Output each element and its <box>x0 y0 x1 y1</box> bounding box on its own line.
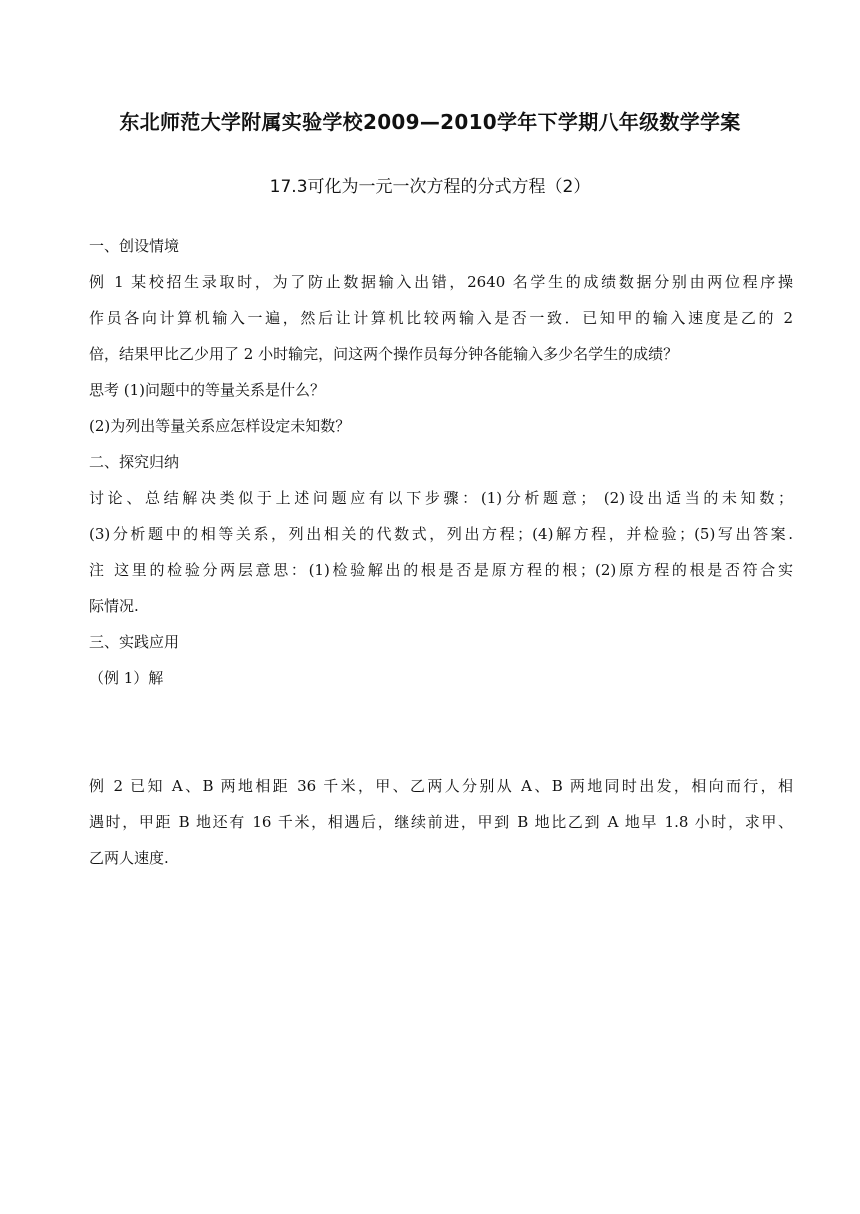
document-title: 东北师范大学附属实验学校2009—2010学年下学期八年级数学学案 <box>119 110 741 134</box>
note-line-2: 际情况. <box>89 597 139 615</box>
solution-writing-space <box>89 696 793 768</box>
section-heading-situation: 一、创设情境 <box>89 237 180 255</box>
example-1-text-line-1: 例 1 某校招生录取时，为了防止数据输入出错，2640 名学生的成绩数据分别由两位程序操 <box>89 273 793 291</box>
steps-line-1: 讨论、总结解决类似于上述问题应有以下步骤：(1)分析题意； (2)设出适当的未知数； <box>89 489 793 507</box>
lesson-title: 17.3可化为一元一次方程的分式方程（2） <box>269 177 591 197</box>
section-heading-summary: 二、探究归纳 <box>89 453 180 471</box>
document-body <box>89 228 793 876</box>
example-1-text-line-3: 倍，结果甲比乙少用了 2 小时输完，问这两个操作员每分钟各能输入多少名学生的成绩？ <box>89 345 679 363</box>
thinking-question-2: (2)为列出等量关系应怎样设定未知数？ <box>89 417 351 435</box>
example-1-solution-label: （例 1）解 <box>89 669 164 687</box>
example-2-text-line-2: 遇时，甲距 B 地还有 16 千米，相遇后，继续前进，甲到 B 地比乙到 A 地早 1.8 小时，求甲、 <box>89 813 793 831</box>
thinking-question-1: 思考 (1)问题中的等量关系是什么？ <box>89 381 326 399</box>
example-2-text-line-3: 乙两人速度. <box>89 849 169 867</box>
example-1-text-line-2: 作员各向计算机输入一遍，然后让计算机比较两输入是否一致．已知甲的输入速度是乙的 2 <box>89 309 793 327</box>
note-line-1: 注 这里的检验分两层意思：(1)检验解出的根是否是原方程的根；(2)原方程的根是否符合实 <box>89 561 793 579</box>
steps-line-2: (3)分析题中的相等关系，列出相关的代数式，列出方程；(4)解方程，并检验；(5)写出答案. <box>89 525 793 543</box>
section-heading-application: 三、实践应用 <box>89 633 180 651</box>
example-2-text-line-1: 例 2 已知 A、B 两地相距 36 千米，甲、乙两人分别从 A、B 两地同时出发，相向而行，相 <box>89 777 793 795</box>
